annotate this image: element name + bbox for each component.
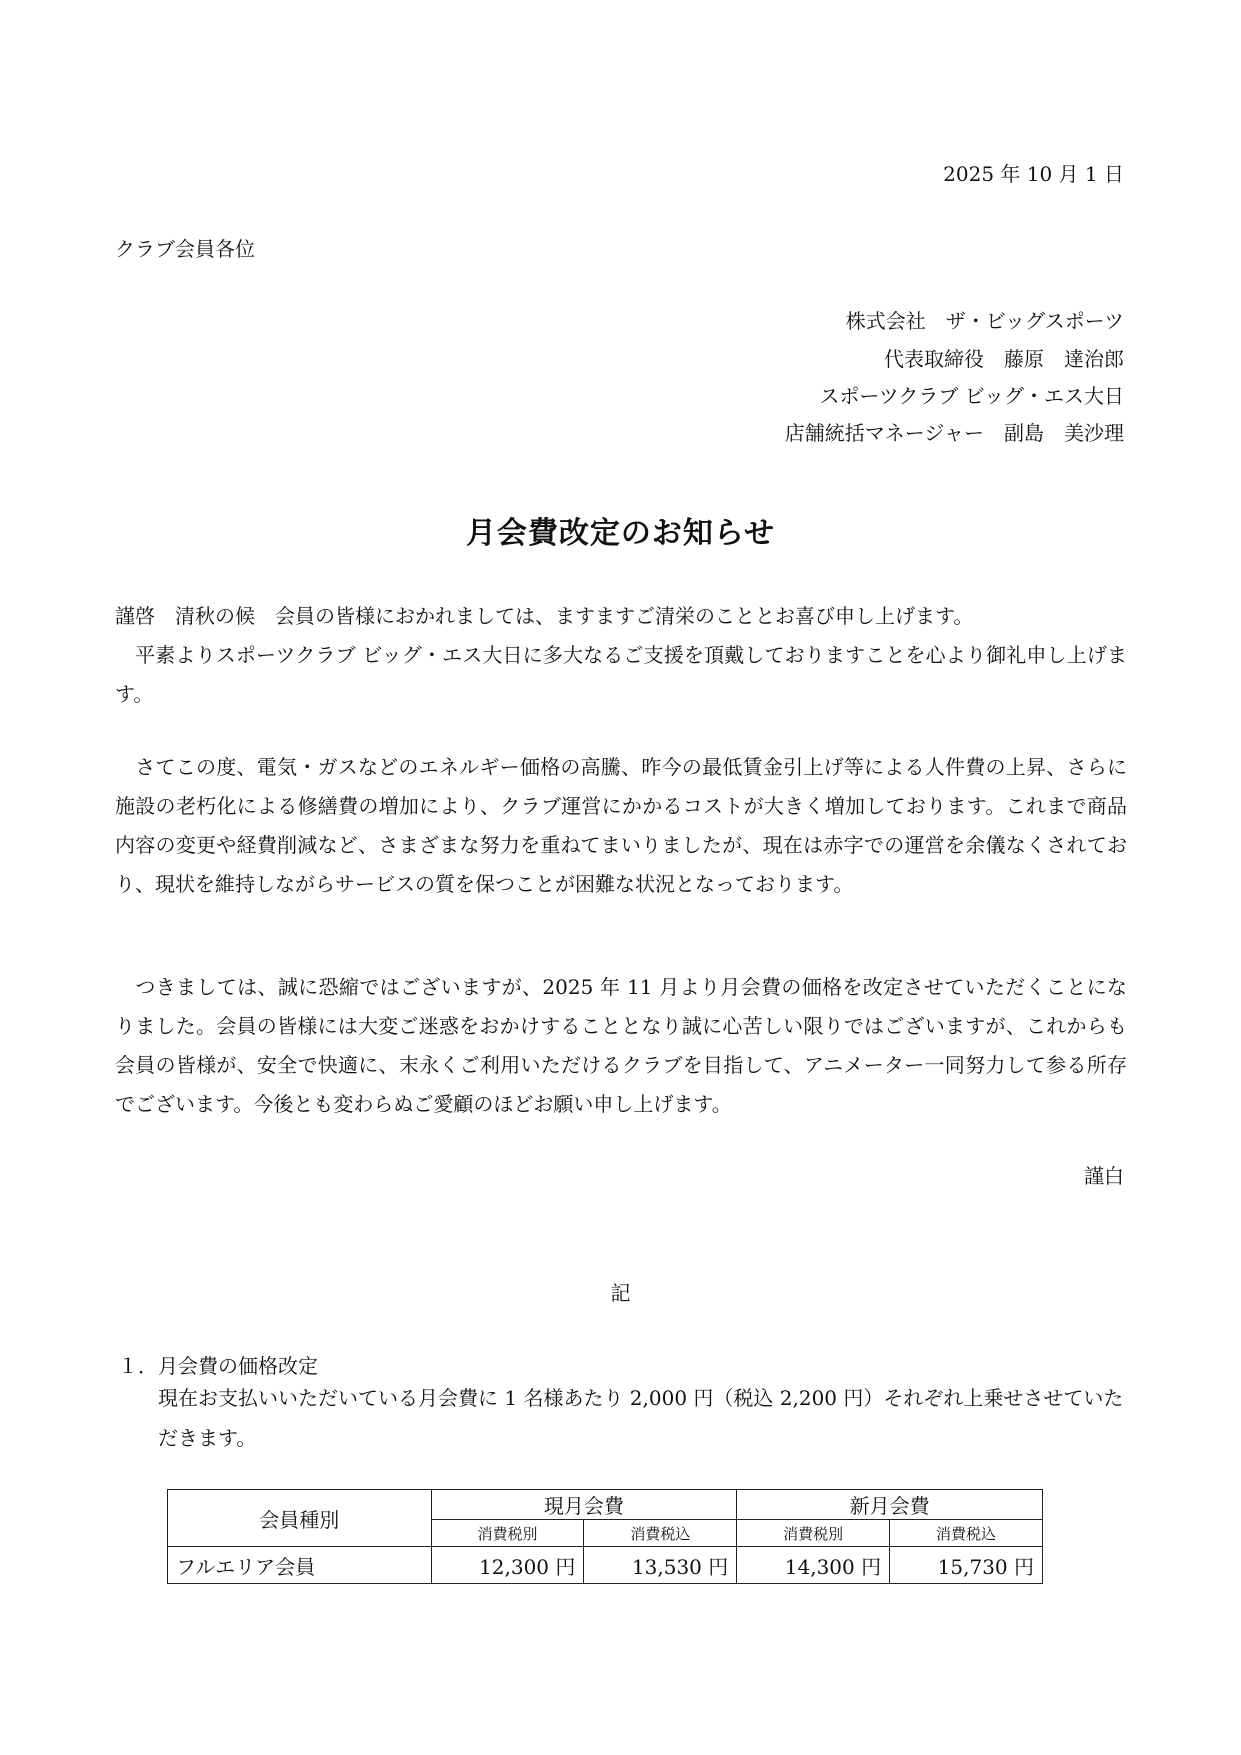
- notes-heading: 記: [610, 1281, 631, 1305]
- closing-remark: 謹白: [1084, 1164, 1124, 1188]
- cell-member-type: フルエリア会員: [168, 1547, 432, 1584]
- body-paragraph-1: 平素よりスポーツクラブ ビッグ・エス大日に多大なるご支援を頂戴しておりますことを心より御礼申し上げます。: [115, 643, 1127, 706]
- subheader-new-excl: 消費税別: [737, 1520, 890, 1547]
- recipient: クラブ会員各位: [115, 237, 255, 261]
- cell-new-excl: 14,300 円: [737, 1547, 890, 1584]
- cell-current-incl: 13,530 円: [584, 1547, 737, 1584]
- subheader-current-incl: 消費税込: [584, 1520, 737, 1547]
- item-1-title: １．月会費の価格改定: [118, 1354, 318, 1378]
- body-paragraph-2: さてこの度、電気・ガスなどのエネルギー価格の高騰、昨今の最低賃金引上げ等による人件費の上昇、さらに施設の老朽化による修繕費の増加により、クラブ運営にかかるコストが大きく増加しております。これまで商品内容の変更や経費削減など、さまざまな努力を重ねてまいりましたが、現在は赤字での運営を余儀なくされており、現状を維持しながらサービスの質を保つことが困難な状況となっております。: [115, 755, 1127, 896]
- header-new-fee: 新月会費: [737, 1490, 1043, 1520]
- body-paragraph-3: つきましては、誠に恐縮ではございますが、2025 年 11 月より月会費の価格を改定させていただくことになりました。会員の皆様には大変ご迷惑をおかけすることとなり誠に心苦しい限りではございますが、これからも会員の皆様が、安全で快適に、末永くご利用いただけるクラブを目指して、アニメーター一同努力して参る所存でございます。今後とも変わらぬご愛顧のほどお願い申し上げます。: [115, 975, 1127, 1116]
- sender-manager: 店舗統括マネージャー 副島 美沙理: [784, 421, 1124, 445]
- subheader-current-excl: 消費税別: [431, 1520, 584, 1547]
- page-title: 月会費改定のお知らせ: [465, 516, 776, 551]
- sender-club: スポーツクラブ ビッグ・エス大日: [819, 384, 1124, 408]
- letter-date: 2025 年 10 月 1 日: [943, 162, 1124, 186]
- header-current-fee: 現月会費: [431, 1490, 737, 1520]
- item-1-body: 現在お支払いいただいている月会費に 1 名様あたり 2,000 円（税込 2,200 円）それぞれ上乗せさせていただきます。: [158, 1386, 1124, 1450]
- sender-company: 株式会社 ザ・ビッグスポーツ: [845, 309, 1124, 333]
- fee-table: [167, 1489, 1043, 1584]
- cell-current-excl: 12,300 円: [431, 1547, 584, 1584]
- cell-new-incl: 15,730 円: [890, 1547, 1043, 1584]
- sender-ceo: 代表取締役 藤原 達治郎: [884, 347, 1124, 371]
- header-member-type: 会員種別: [168, 1490, 432, 1547]
- subheader-new-incl: 消費税込: [890, 1520, 1043, 1547]
- greeting-paragraph: 謹啓 清秋の候 会員の皆様におかれましては、ますますご清栄のこととお喜び申し上げます。: [115, 604, 974, 628]
- table-row: [168, 1547, 1043, 1584]
